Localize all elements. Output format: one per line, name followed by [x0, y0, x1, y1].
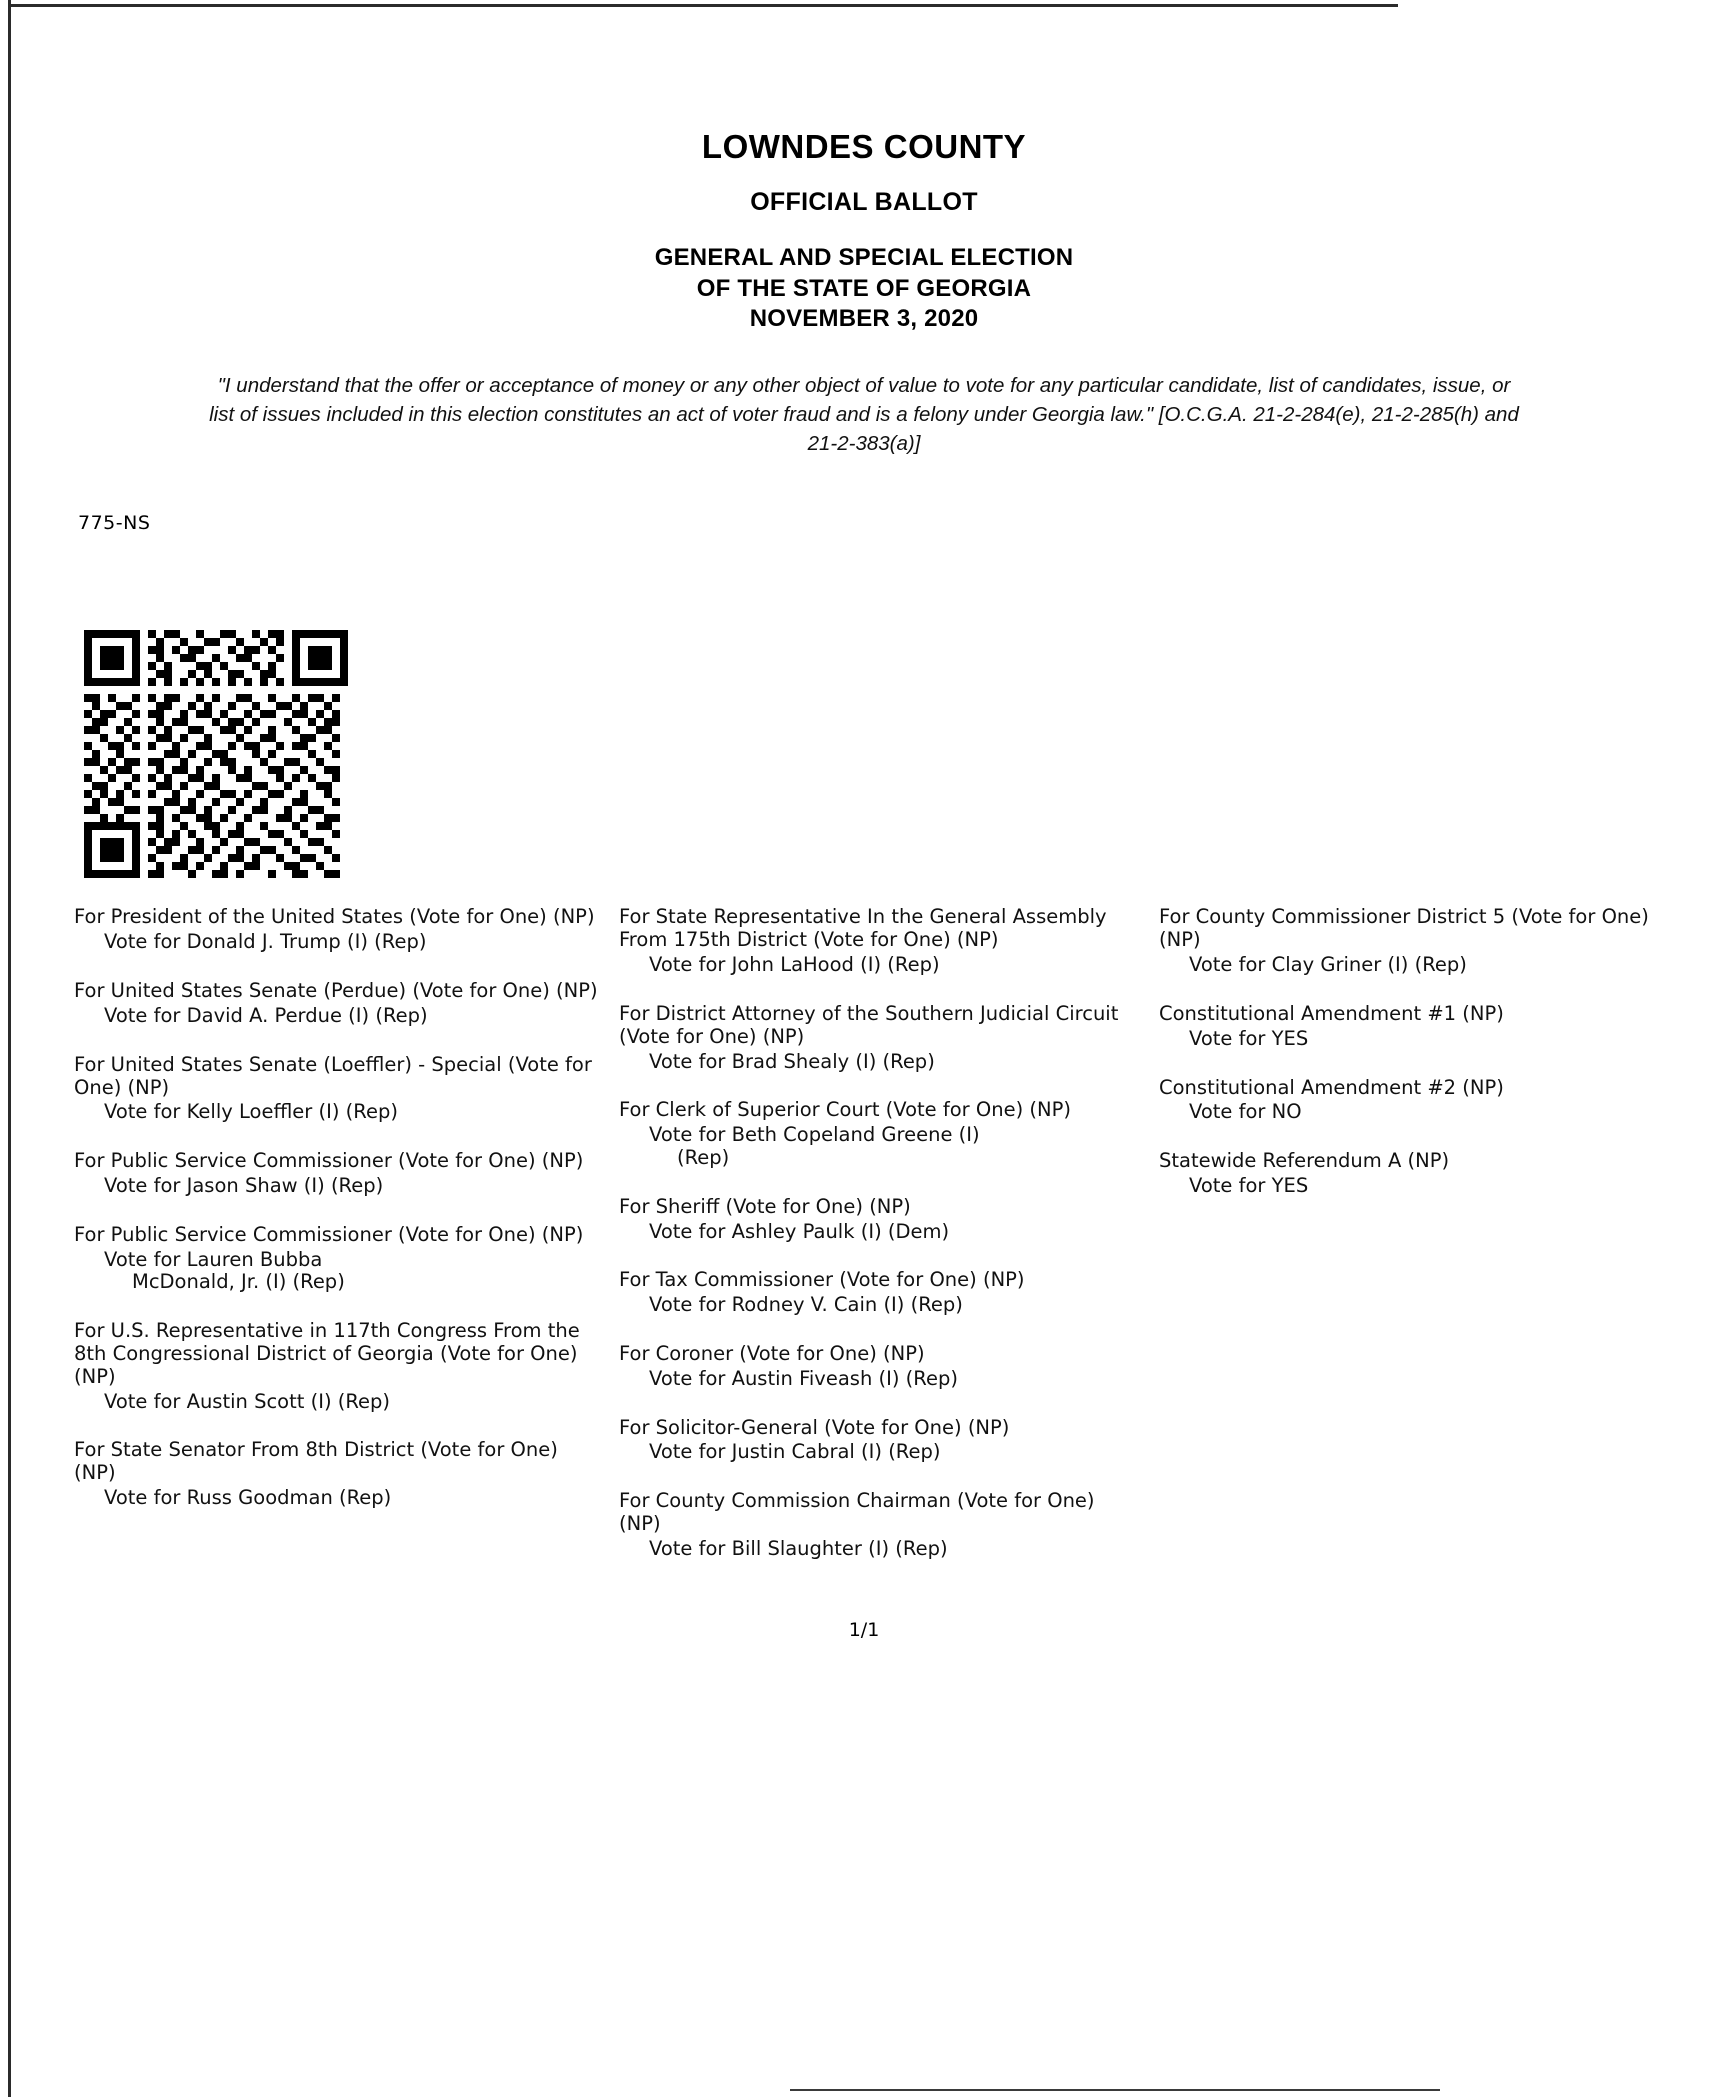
contest-title: For Clerk of Superior Court (Vote for One) (NP) — [619, 1098, 1071, 1122]
contest-public-service-commissioner-1 — [74, 1150, 601, 1198]
contest-president — [74, 906, 601, 954]
contest-title: For State Representative In the General Assembly From 175th District (Vote for One) (NP) — [619, 905, 1107, 952]
page-number: 1/1 — [848, 1618, 880, 1641]
election-name-line1: GENERAL AND SPECIAL ELECTION — [654, 244, 1074, 271]
contest-clerk-superior-court — [619, 1099, 1141, 1169]
contest-choice — [619, 1124, 1141, 1170]
contest-column-1 — [74, 906, 619, 1509]
contest-choice: Vote for Kelly Loeffler (I) (Rep) — [104, 1100, 398, 1124]
contest-title: Constitutional Amendment #1 (NP) — [1159, 1001, 1504, 1025]
contest-title: For County Commissioner District 5 (Vote for One) (NP) — [1159, 905, 1649, 952]
contest-choice — [74, 1249, 601, 1295]
contest-title: For State Senator From 8th District (Vote for One) (NP) — [74, 1438, 558, 1485]
contest-choice-line2: McDonald, Jr. (I) (Rep) — [132, 1270, 345, 1294]
contest-title: For Public Service Commissioner (Vote for One) (NP) — [74, 1149, 584, 1173]
contest-sheriff — [619, 1196, 1141, 1244]
contest-title: Statewide Referendum A (NP) — [1159, 1149, 1450, 1173]
contest-constitutional-amendment-1 — [1159, 1003, 1654, 1051]
ballot-style-id: 775-NS — [78, 512, 151, 535]
contest-choice-line1: Vote for Lauren Bubba — [104, 1247, 323, 1271]
contest-public-service-commissioner-2 — [74, 1224, 601, 1294]
contest-columns — [74, 906, 1654, 1560]
contest-solicitor-general — [619, 1417, 1141, 1465]
contest-district-attorney — [619, 1003, 1141, 1073]
contest-choice-line2: (Rep) — [677, 1145, 730, 1169]
ballot-subtitle: OFFICIAL BALLOT — [750, 188, 978, 216]
contest-us-senate-perdue — [74, 980, 601, 1028]
contest-us-representative-8th — [74, 1320, 601, 1413]
contest-title: For County Commission Chairman (Vote for One) (NP) — [619, 1489, 1095, 1536]
contest-title: For Tax Commissioner (Vote for One) (NP) — [619, 1268, 1025, 1292]
voter-fraud-notice: "I understand that the offer or acceptance of money or any other object of value to vote for any particular candidate, list of candidates, issue, or list of issues included in this election constitutes an act of voter fraud and is a felony under Georgia law." [O.C.G.A. 21-2-284(e), 21-2-285(h) and 21-2-383(a)] — [209, 374, 1519, 456]
contest-choice: Vote for Ashley Paulk (I) (Dem) — [649, 1219, 950, 1243]
contest-choice: Vote for YES — [1189, 1026, 1309, 1050]
contest-constitutional-amendment-2 — [1159, 1077, 1654, 1125]
qr-code — [82, 630, 350, 878]
election-date: NOVEMBER 3, 2020 — [749, 305, 979, 333]
contest-title: For U.S. Representative in 117th Congress From the 8th Congressional District of Georgia (Vote for One) (NP) — [74, 1319, 580, 1388]
contest-choice: Vote for John LaHood (I) (Rep) — [649, 953, 940, 977]
election-heading — [0, 243, 1728, 335]
scan-edge-bottom — [790, 2089, 1440, 2091]
contest-choice-line1: Vote for Beth Copeland Greene (I) — [649, 1123, 980, 1147]
contest-choice: Vote for YES — [1189, 1173, 1309, 1197]
contest-title: For President of the United States (Vote for One) (NP) — [74, 905, 595, 929]
contest-coroner — [619, 1343, 1141, 1391]
contest-title: For United States Senate (Perdue) (Vote for One) (NP) — [74, 979, 598, 1003]
contest-choice: Vote for David A. Perdue (I) (Rep) — [104, 1003, 428, 1027]
contest-choice: Vote for Russ Goodman (Rep) — [104, 1486, 392, 1510]
contest-choice: Vote for Austin Scott (I) (Rep) — [104, 1389, 391, 1413]
contest-state-senator-8th — [74, 1439, 601, 1509]
election-name-line2: OF THE STATE OF GEORGIA — [696, 274, 1032, 302]
page-title: LOWNDES COUNTY — [701, 128, 1027, 165]
contest-county-commissioner-district-5 — [1159, 906, 1654, 976]
contest-title: For United States Senate (Loeffler) - Special (Vote for One) (NP) — [74, 1052, 592, 1099]
contest-choice: Vote for Brad Shealy (I) (Rep) — [649, 1049, 935, 1073]
contest-choice: Vote for Austin Fiveash (I) (Rep) — [649, 1366, 958, 1390]
contest-statewide-referendum-a — [1159, 1150, 1654, 1198]
contest-title: For Sheriff (Vote for One) (NP) — [619, 1194, 911, 1218]
contest-choice: Vote for Bill Slaughter (I) (Rep) — [649, 1536, 948, 1560]
contest-choice: Vote for Donald J. Trump (I) (Rep) — [104, 930, 427, 954]
contest-choice: Vote for Clay Griner (I) (Rep) — [1189, 953, 1467, 977]
contest-choice: Vote for Rodney V. Cain (I) (Rep) — [649, 1293, 963, 1317]
contest-us-senate-loeffler — [74, 1054, 601, 1124]
contest-title: For District Attorney of the Southern Judicial Circuit (Vote for One) (NP) — [619, 1001, 1119, 1048]
contest-choice: Vote for Jason Shaw (I) (Rep) — [104, 1173, 384, 1197]
contest-title: For Coroner (Vote for One) (NP) — [619, 1342, 925, 1366]
contest-choice: Vote for Justin Cabral (I) (Rep) — [649, 1440, 941, 1464]
contest-column-3 — [1159, 906, 1654, 1197]
contest-county-commission-chairman — [619, 1490, 1141, 1560]
contest-choice: Vote for NO — [1189, 1100, 1302, 1124]
contest-title: For Public Service Commissioner (Vote for One) (NP) — [74, 1222, 584, 1246]
contest-column-2 — [619, 906, 1159, 1560]
contest-title: Constitutional Amendment #2 (NP) — [1159, 1075, 1504, 1099]
contest-state-representative-175th — [619, 906, 1141, 976]
contest-tax-commissioner — [619, 1269, 1141, 1317]
contest-title: For Solicitor-General (Vote for One) (NP) — [619, 1415, 1010, 1439]
